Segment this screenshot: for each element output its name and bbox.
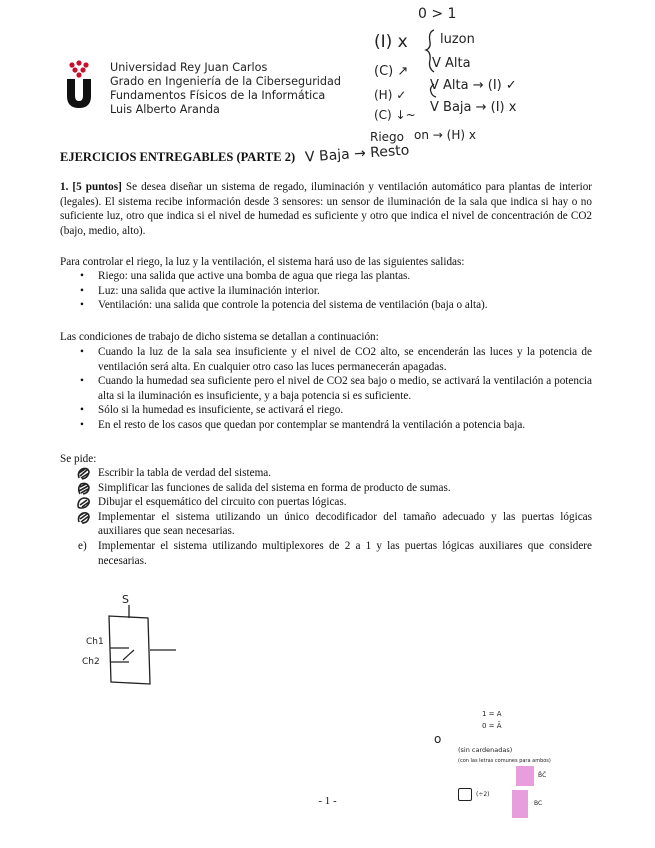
problem-intro: Se desea diseñar un sistema de regado, iluminación y ventilación automático para plantas de interior (legales). El sistema recibe información desde 3 sensores: un sensor de iluminación de la sala que indica si hay o no suficiente luz, otro que indica si el nivel de humedad es suficiente y otro que indica el nivel de concentración de CO2 (bajo, medio, alto).: [60, 181, 593, 237]
handwritten-note: (con las letras comunes para ambos): [458, 758, 551, 764]
problem-statement: [60, 180, 592, 238]
handwritten-note: on → (H) x: [414, 128, 476, 142]
handwritten-note: BC: [534, 800, 543, 807]
handwritten-notes: [370, 6, 600, 146]
task-item: Implementar el sistema utilizando un único decodificador del tamaño adecuado y las puertas lógicas auxiliares que sean necesarias.: [60, 510, 592, 539]
scribble-mark: [76, 496, 92, 509]
task-item: e) Implementar el sistema utilizando multiplexores de 2 a 1 y las puertas lógicas auxiliares que considere necesarias.: [78, 539, 592, 567]
document-header: [110, 61, 341, 117]
handwritten-note: V Alta → (I) ✓: [430, 78, 517, 93]
handwritten-note: V Alta: [432, 56, 471, 71]
tasks-intro: Se pide:: [60, 453, 97, 465]
handwritten-note: 1 = A: [482, 710, 502, 718]
author-name: Luis Alberto Aranda: [110, 103, 220, 116]
handwritten-note: Riego: [370, 130, 405, 144]
university-logo: [64, 60, 94, 108]
handwritten-note: luzon: [440, 32, 475, 47]
outputs-intro: Para controlar el riego, la luz y la ventilación, el sistema hará uso de las siguientes salidas:: [60, 256, 465, 268]
list-item: • Cuando la humedad sea suficiente pero el nivel de CO2 sea bajo o medio, se activará la ventilación a potencia alta si la iluminación es insuficiente, y a baja potencia si es suficiente.: [60, 374, 592, 403]
scribble-mark: [76, 511, 92, 524]
tasks-list: [60, 466, 592, 568]
handwritten-note: 0 = Ā: [482, 722, 502, 730]
handwritten-note: (I) x: [374, 32, 408, 52]
handwritten-note: V Baja → (I) x: [430, 100, 517, 115]
handwritten-note: 0 > 1: [418, 6, 457, 22]
small-circle-mark: o: [434, 732, 442, 746]
brace-mark: [424, 28, 438, 98]
task-item: Simplificar las funciones de salida del sistema en forma de producto de sumas.: [60, 481, 592, 496]
circuit-label: Ch1: [86, 637, 104, 647]
degree-name: Grado en Ingeniería de la Ciberseguridad: [110, 75, 341, 88]
course-name: Fundamentos Físicos de la Informática: [110, 89, 326, 102]
circuit-sketch: [80, 590, 190, 700]
circuit-label: Ch2: [82, 657, 100, 667]
list-item: • Riego: una salida que active una bomba de agua que riega las plantas.: [60, 269, 592, 284]
outputs-list: [60, 269, 592, 313]
list-item: • Luz: una salida que active la iluminación interior.: [60, 284, 592, 299]
university-name: Universidad Rey Juan Carlos: [110, 61, 268, 74]
page-title: EJERCICIOS ENTREGABLES (PARTE 2): [60, 150, 296, 164]
handwritten-note: (C) ↗: [374, 64, 409, 79]
task-item: Dibujar el esquemático del circuito con puertas lógicas.: [60, 495, 592, 510]
handwritten-note: V Baja → Resto: [304, 142, 410, 166]
handwritten-note: B̄C̄: [538, 772, 547, 779]
highlight-mark: [516, 766, 534, 786]
handwritten-note: (C) ↓~: [374, 108, 416, 122]
conditions-list: [60, 345, 592, 433]
list-item: • En el resto de los casos que quedan por contemplar se mantendrá la ventilación a potencia baja.: [60, 418, 592, 433]
list-item: • Ventilación: una salida que controle la potencia del sistema de ventilación (baja o alta).: [60, 298, 592, 313]
conditions-intro: Las condiciones de trabajo de dicho sistema se detallan a continuación:: [60, 331, 379, 343]
list-item: • Sólo si la humedad es insuficiente, se activará el riego.: [60, 403, 592, 418]
page-number: - 1 -: [318, 795, 337, 807]
handwritten-note: (H) ✓: [374, 88, 407, 102]
scribble-mark: [76, 467, 92, 480]
scribble-mark: [76, 482, 92, 495]
handwritten-note: (sin cardenadas): [458, 746, 513, 754]
task-marker: e): [78, 539, 87, 552]
task-item: Escribir la tabla de verdad del sistema.: [60, 466, 592, 481]
problem-number: 1. [5 puntos]: [60, 181, 122, 193]
handwritten-note: (÷2): [476, 791, 490, 798]
circuit-label: S: [122, 593, 129, 606]
list-item: • Cuando la luz de la sala sea insuficiente y el nivel de CO2 alto, se encenderán las luces y la potencia de ventilación será alta. En cualquier otro caso las luces permanecerán apagadas.: [60, 345, 592, 374]
